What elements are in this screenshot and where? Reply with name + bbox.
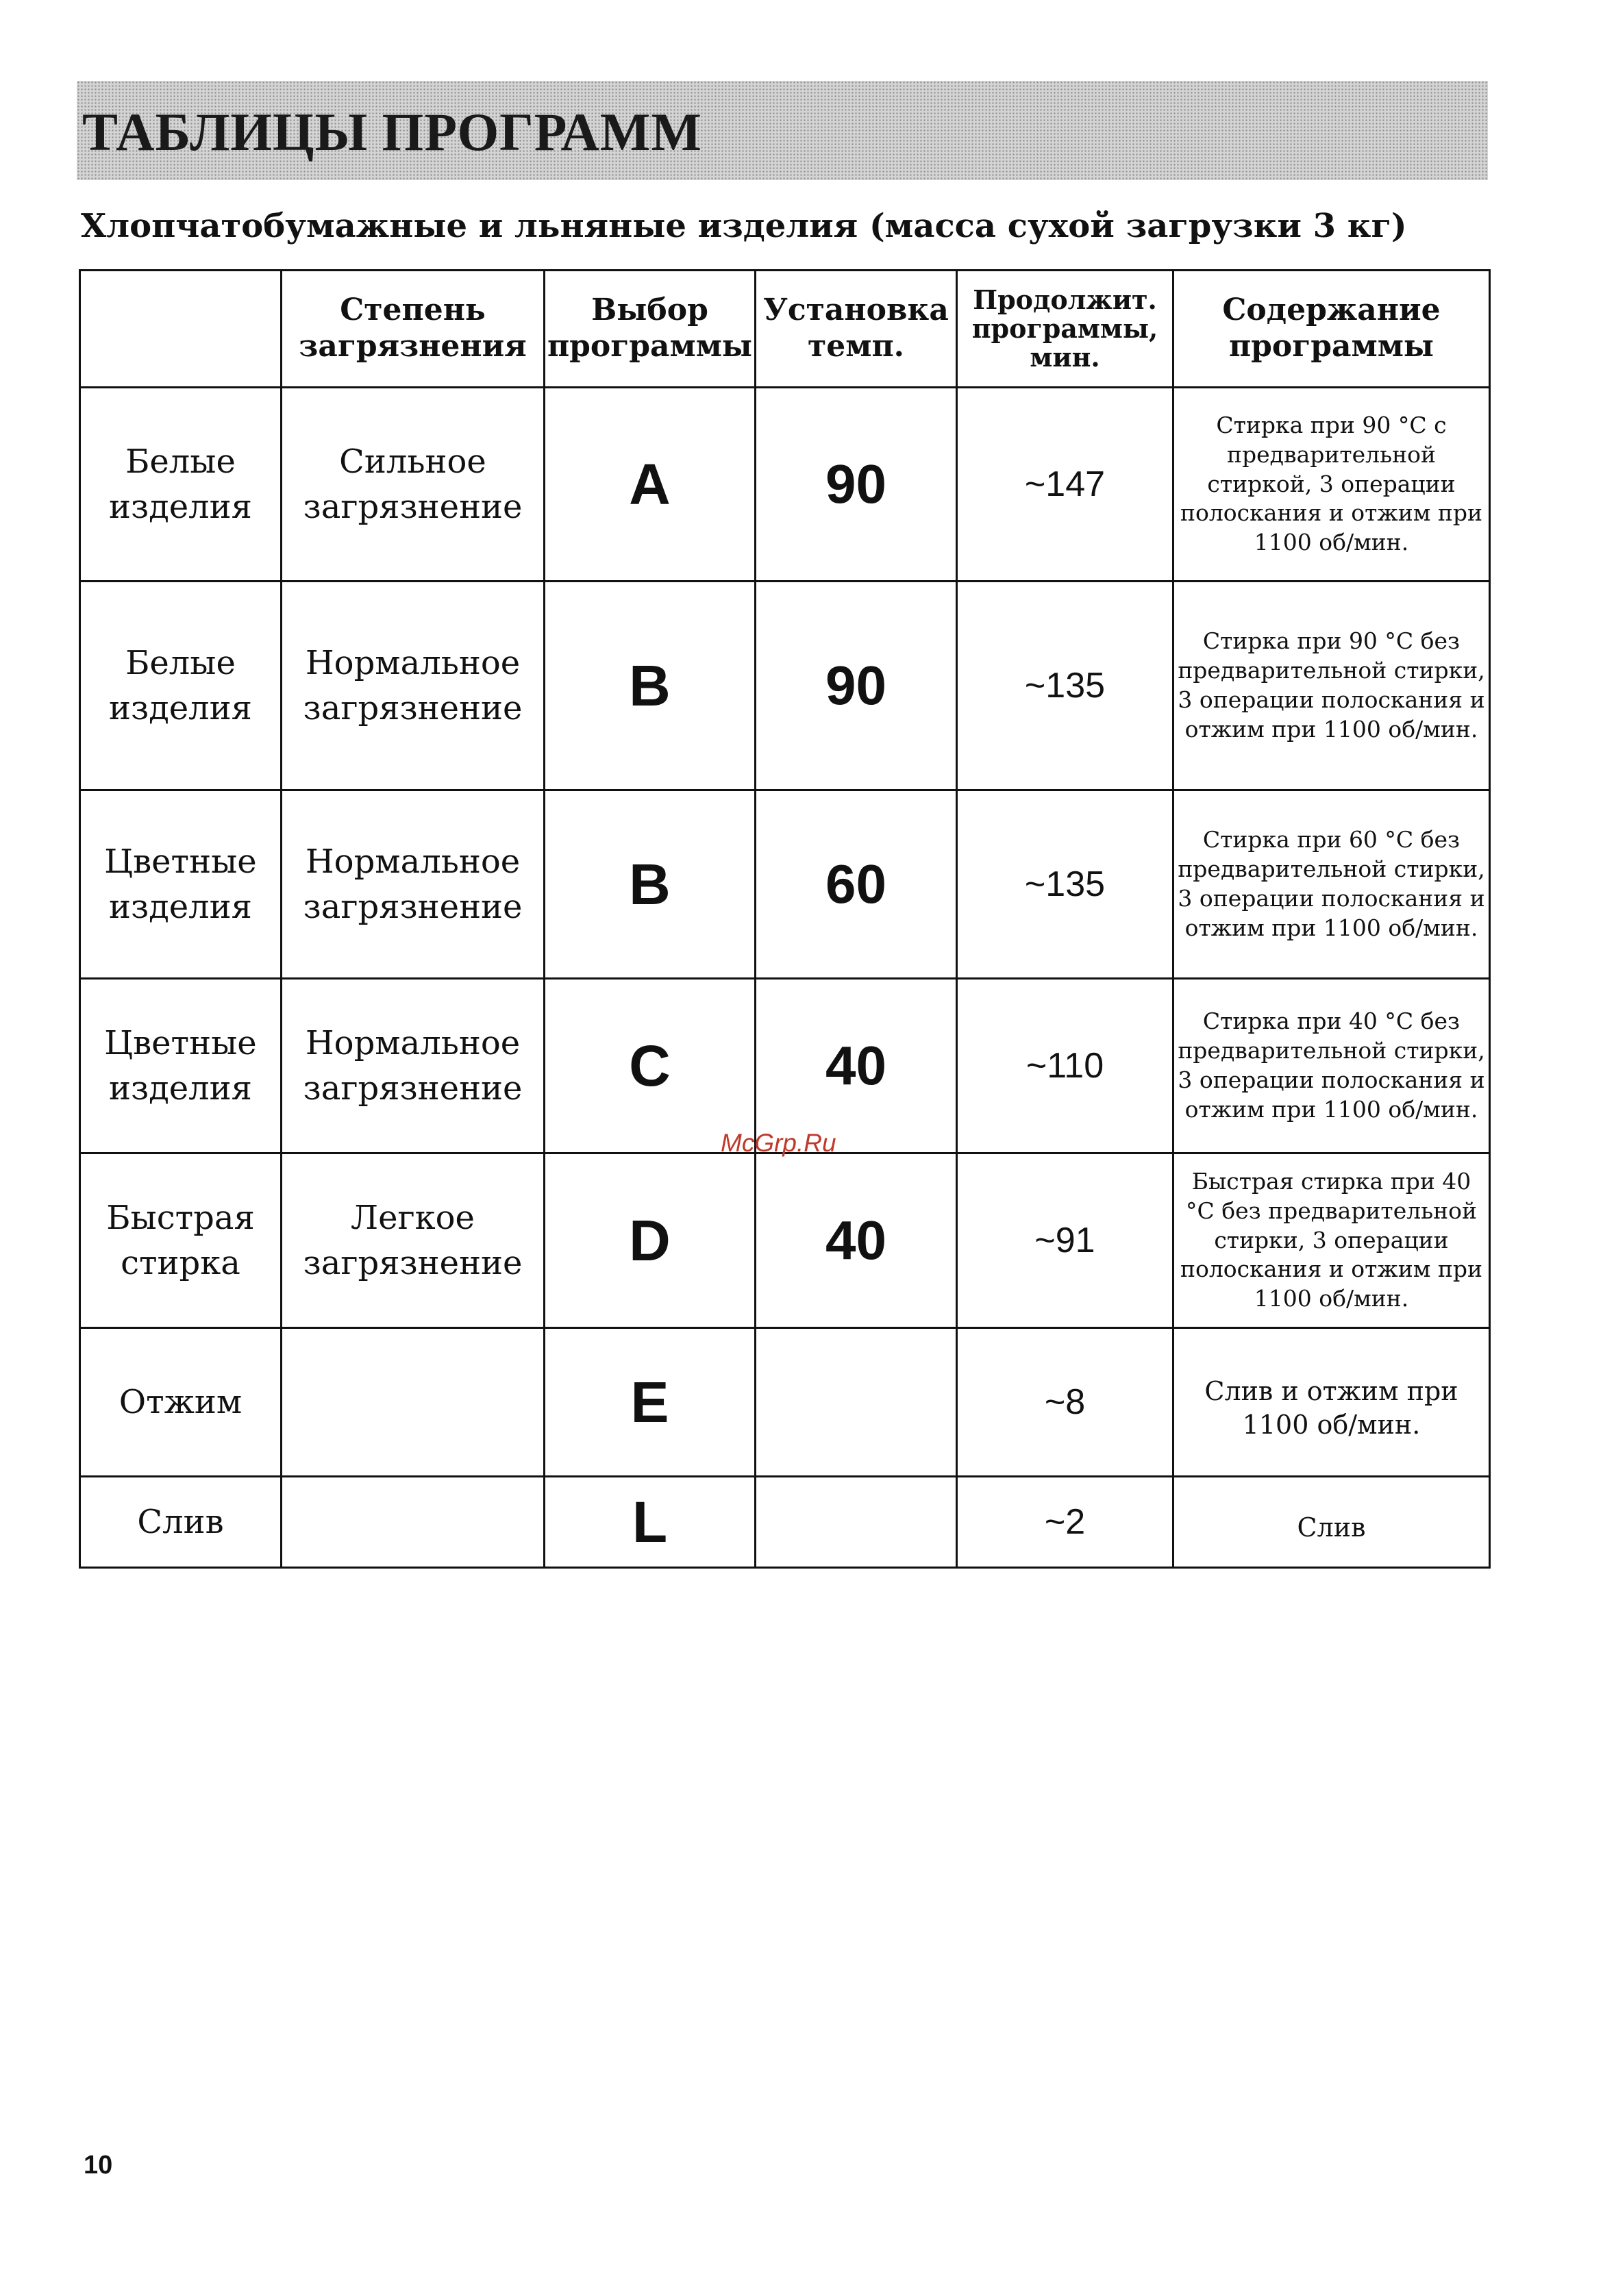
- laundry-type-cell: Цветные изделия: [80, 979, 282, 1153]
- soil-level-cell: Нормальное загрязнение: [282, 582, 545, 790]
- soil-level-cell: Сильное загрязнение: [282, 388, 545, 582]
- laundry-type-cell: Отжим: [80, 1328, 282, 1477]
- program-description-cell: Быстрая стирка при 40 °С без предварительной стирки, 3 операции полоскания и отжим при 1100 об/мин.: [1173, 1153, 1490, 1328]
- column-header-duration: Продолжит. программы, мин.: [957, 271, 1173, 388]
- soil-level-cell: Нормальное загрязнение: [282, 979, 545, 1153]
- column-header-soil: Степень загрязнения: [282, 271, 545, 388]
- column-header-description: Содержание программы: [1173, 271, 1490, 388]
- program-letter-cell: B: [545, 582, 756, 790]
- program-description-cell: Стирка при 90 °С с предварительной стиркой, 3 операции полоскания и отжим при 1100 об/мин.: [1173, 388, 1490, 582]
- table-row: [80, 388, 1490, 582]
- temperature-cell: [756, 1328, 957, 1477]
- page-title: ТАБЛИЦЫ ПРОГРАММ: [82, 102, 703, 162]
- table-row: [80, 1477, 1490, 1568]
- duration-cell: ~135: [957, 790, 1173, 979]
- table-row: [80, 1328, 1490, 1477]
- program-description-cell: Стирка при 40 °С без предварительной стирки, 3 операции полоскания и отжим при 1100 об/мин.: [1173, 979, 1490, 1153]
- soil-level-cell: [282, 1328, 545, 1477]
- laundry-type-cell: Быстрая стирка: [80, 1153, 282, 1328]
- temperature-cell: 90: [756, 582, 957, 790]
- temperature-cell: 90: [756, 388, 957, 582]
- column-header-program: Выбор программы: [545, 271, 756, 388]
- program-letter-cell: B: [545, 790, 756, 979]
- table-row: [80, 1153, 1490, 1328]
- laundry-type-cell: Цветные изделия: [80, 790, 282, 979]
- temperature-cell: 60: [756, 790, 957, 979]
- program-letter-cell: A: [545, 388, 756, 582]
- temperature-cell: 40: [756, 1153, 957, 1328]
- duration-cell: ~135: [957, 582, 1173, 790]
- laundry-type-cell: Слив: [80, 1477, 282, 1568]
- programs-table: [79, 269, 1491, 1569]
- column-header-temp: Установка темп.: [756, 271, 957, 388]
- duration-cell: ~8: [957, 1328, 1173, 1477]
- soil-level-cell: Нормальное загрязнение: [282, 790, 545, 979]
- table-row: [80, 979, 1490, 1153]
- section-banner: [77, 81, 1488, 180]
- laundry-type-cell: Белые изделия: [80, 582, 282, 790]
- soil-level-cell: [282, 1477, 545, 1568]
- watermark-text: McGrp.Ru: [721, 1129, 836, 1157]
- program-letter-cell: D: [545, 1153, 756, 1328]
- duration-cell: ~110: [957, 979, 1173, 1153]
- program-description-cell: Слив: [1173, 1477, 1490, 1568]
- program-description-cell: Стирка при 90 °С без предварительной стирки, 3 операции полоскания и отжим при 1100 об/мин.: [1173, 582, 1490, 790]
- table-row: [80, 582, 1490, 790]
- soil-level-cell: Легкое загрязнение: [282, 1153, 545, 1328]
- temperature-cell: 40: [756, 979, 957, 1153]
- temperature-cell: [756, 1477, 957, 1568]
- duration-cell: ~91: [957, 1153, 1173, 1328]
- program-letter-cell: E: [545, 1328, 756, 1477]
- program-letter-cell: L: [545, 1477, 756, 1568]
- table-header-row: [80, 271, 1490, 388]
- table-row: [80, 790, 1490, 979]
- table-subtitle: Хлопчатобумажные и льняные изделия (масса сухой загрузки 3 кг): [81, 207, 1407, 245]
- laundry-type-cell: Белые изделия: [80, 388, 282, 582]
- program-description-cell: Слив и отжим при 1100 об/мин.: [1173, 1328, 1490, 1477]
- page-number: 10: [84, 2151, 113, 2180]
- program-letter-cell: C: [545, 979, 756, 1153]
- duration-cell: ~2: [957, 1477, 1173, 1568]
- duration-cell: ~147: [957, 388, 1173, 582]
- program-description-cell: Стирка при 60 °С без предварительной стирки, 3 операции полоскания и отжим при 1100 об/мин.: [1173, 790, 1490, 979]
- column-header-type: [80, 271, 282, 388]
